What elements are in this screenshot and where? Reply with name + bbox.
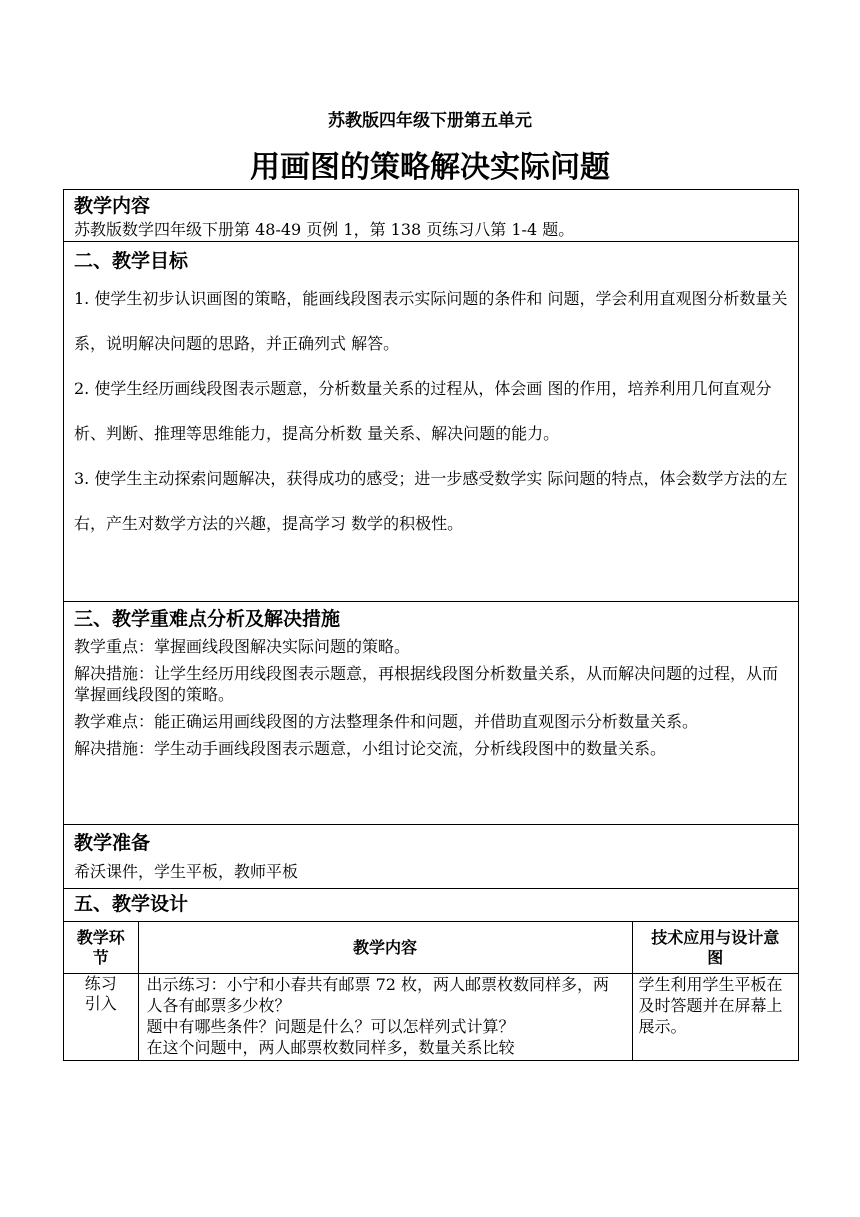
objective-item: 1. 使学生初步认识画图的策略，能画线段图表示实际问题的条件和 问题，学会利用直观图分析数量关系，说明解决问题的思路，并正确列式 解答。	[74, 289, 788, 353]
design-table	[64, 921, 798, 1060]
design-table-header	[64, 922, 798, 974]
column-header-content: 教学内容	[138, 922, 632, 974]
tech-cell: 学生利用学生平板在及时答题并在屏幕上展示。	[632, 974, 798, 1060]
objectives-section	[64, 242, 798, 602]
column-header-stage: 教学环节	[64, 922, 138, 974]
content-line: 题中有哪些条件？问题是什么？可以怎样列式计算？	[146, 1017, 515, 1036]
key-point-item: 解决措施：学生动手画线段图表示题意，小组讨论交流，分析线段图中的数量关系。	[74, 739, 667, 758]
design-heading: 五、教学设计	[74, 893, 189, 915]
content-line: 在这个问题中，两人邮票枚数同样多，数量关系比较	[146, 1038, 515, 1057]
lesson-plan-table	[63, 189, 799, 1061]
content-section	[64, 190, 798, 242]
document-title: 用画图的策略解决实际问题	[250, 150, 610, 185]
table-row	[64, 974, 798, 1060]
preparation-heading: 教学准备	[74, 832, 151, 854]
key-point-item: 解决措施：让学生经历用线段图表示题意，再根据线段图分析数量关系，从而解决问题的过程，从而掌握画线段图的策略。	[74, 664, 779, 704]
document-subtitle: 苏教版四年级下册第五单元	[328, 111, 532, 131]
stage-cell: 练习引入	[64, 974, 138, 1060]
key-point-item: 教学重点：掌握画线段图解决实际问题的策略。	[74, 637, 411, 656]
key-points-heading: 三、教学重难点分析及解决措施	[74, 608, 341, 630]
objective-item: 3. 使学生主动探索问题解决，获得成功的感受；进一步感受数学实 际问题的特点，体会数学方法的左右，产生对数学方法的兴趣，提高学习 数学的积极性。	[74, 469, 788, 533]
content-text: 苏教版数学四年级下册第 48-49 页例 1，第 138 页练习八第 1-4 题。	[74, 220, 575, 239]
content-heading: 教学内容	[74, 195, 151, 217]
column-header-tech: 技术应用与设计意图	[632, 922, 798, 974]
key-points-section	[64, 602, 798, 825]
key-point-item: 教学难点：能正确运用画线段图的方法整理条件和问题，并借助直观图示分析数量关系。	[74, 712, 699, 731]
design-section	[64, 889, 798, 1060]
content-line: 出示练习：小宁和小春共有邮票 72 枚，两人邮票枚数同样多，两人各有邮票多少枚？	[146, 975, 610, 1015]
preparation-text: 希沃课件，学生平板，教师平板	[74, 862, 299, 881]
preparation-section	[64, 825, 798, 889]
content-cell	[138, 974, 632, 1060]
objectives-heading: 二、教学目标	[74, 250, 189, 272]
objective-item: 2. 使学生经历画线段图表示题意，分析数量关系的过程从，体会画 图的作用，培养利用几何直观分析、判断、推理等思维能力，提高分析数 量关系、解决问题的能力。	[74, 379, 772, 443]
